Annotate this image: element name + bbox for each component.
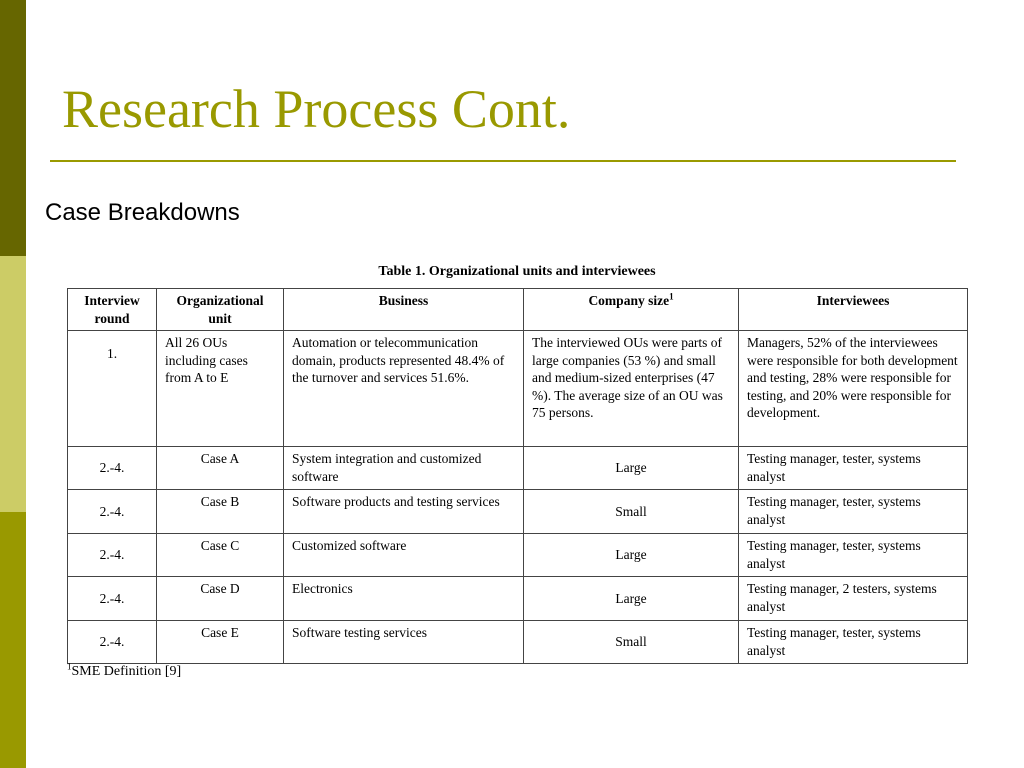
footnote-text: SME Definition [9] [71, 664, 182, 679]
footnote-marker: 1 [67, 661, 72, 672]
accent-bar-segment-top [0, 0, 26, 256]
cell-interviewees: Testing manager, 2 testers, systems analyst [739, 577, 968, 621]
cell-round: 2.-4. [68, 621, 157, 664]
cell-business: Software testing services [284, 621, 524, 664]
left-accent-bar [0, 0, 26, 768]
cell-company-size: Large [524, 577, 739, 621]
org-units-table [67, 288, 968, 664]
header-org-unit: Organizational unit [157, 289, 284, 331]
cell-company-size: Large [524, 534, 739, 577]
cell-business: System integration and customized software [284, 447, 524, 490]
cell-interviewees: Testing manager, tester, systems analyst [739, 534, 968, 577]
table-header-row [68, 289, 968, 331]
table-row [68, 534, 968, 577]
table-row [68, 331, 968, 447]
cell-interviewees: Testing manager, tester, systems analyst [739, 621, 968, 664]
cell-business: Customized software [284, 534, 524, 577]
slide-title: Research Process Cont. [62, 79, 571, 139]
cell-unit: Case E [157, 621, 284, 664]
cell-interviewees: Testing manager, tester, systems analyst [739, 490, 968, 534]
slide-subtitle: Case Breakdowns [45, 199, 240, 226]
cell-business: Automation or telecommunication domain, products represented 48.4% of the turnover and services 51.6%. [284, 331, 524, 447]
title-underline [50, 160, 956, 162]
cell-unit: Case B [157, 490, 284, 534]
cell-company-size: Small [524, 621, 739, 664]
cell-unit: All 26 OUs including cases from A to E [157, 331, 284, 447]
header-company-size-label: Company size [588, 293, 670, 308]
cell-round: 2.-4. [68, 447, 157, 490]
cell-company-size: Large [524, 447, 739, 490]
cell-unit: Case C [157, 534, 284, 577]
header-interview-round: Interview round [68, 289, 157, 331]
table-row [68, 447, 968, 490]
cell-interviewees: Managers, 52% of the interviewees were responsible for both development and testing, 28% were responsible for testing, and 20% were responsible for development. [739, 331, 968, 447]
table-caption: Table 1. Organizational units and interviewees [378, 264, 656, 279]
header-business: Business [284, 289, 524, 331]
cell-business: Electronics [284, 577, 524, 621]
footnote-reference: 1 [669, 291, 674, 302]
cell-round: 2.-4. [68, 534, 157, 577]
cell-round: 2.-4. [68, 490, 157, 534]
cell-round: 1. [68, 331, 157, 447]
cell-company-size: The interviewed OUs were parts of large companies (53 %) and small and medium-sized enterprises (47 %). The average size of an OU was 75 persons. [524, 331, 739, 447]
cell-company-size: Small [524, 490, 739, 534]
table-footnote [67, 661, 182, 680]
table-row [68, 490, 968, 534]
accent-bar-segment-middle [0, 256, 26, 512]
table-row [68, 621, 968, 664]
cell-business: Software products and testing services [284, 490, 524, 534]
cell-unit: Case A [157, 447, 284, 490]
header-interviewees: Interviewees [739, 289, 968, 331]
cell-interviewees: Testing manager, tester, systems analyst [739, 447, 968, 490]
cell-round: 2.-4. [68, 577, 157, 621]
header-company-size [524, 289, 739, 331]
cell-unit: Case D [157, 577, 284, 621]
table-row [68, 577, 968, 621]
accent-bar-segment-bottom [0, 512, 26, 768]
